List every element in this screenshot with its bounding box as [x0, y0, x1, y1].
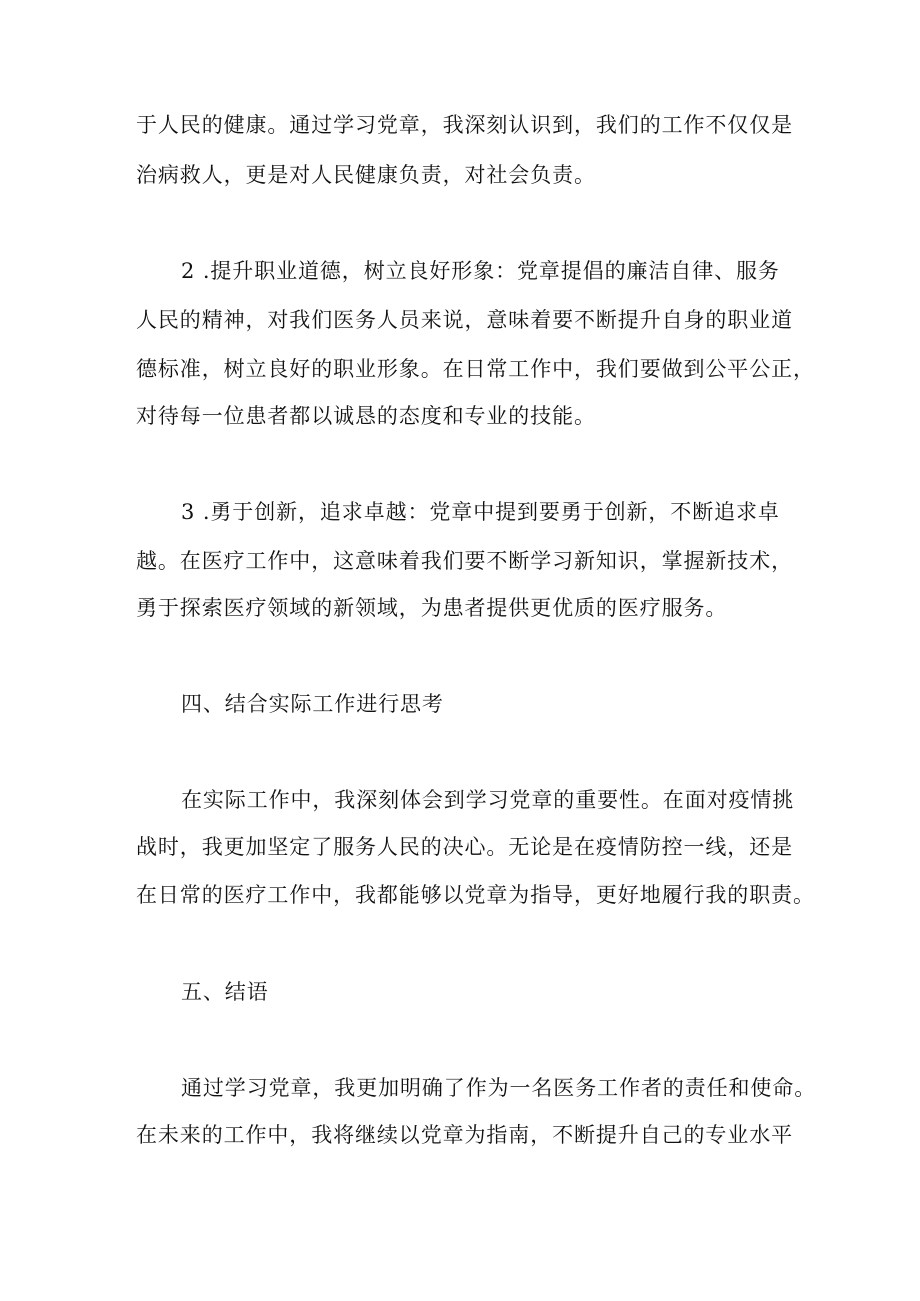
list-item-line: 德标准，树立良好的职业形象。在日常工作中，我们要做到公平公正， [136, 357, 815, 381]
list-item-line: 3 .勇于创新，追求卓越：党章中提到要勇于创新，不断追求卓 [181, 500, 780, 524]
list-item-line: 越。在医疗工作中，这意味着我们要不断学习新知识，掌握新技术， [136, 549, 793, 573]
list-item-line: 人民的精神，对我们医务人员来说，意味着要不断提升自身的职业道 [136, 308, 793, 332]
paragraph-line: 在未来的工作中，我将继续以党章为指南，不断提升自己的专业水平 [136, 1123, 793, 1147]
list-item-line: 对待每一位患者都以诚恳的态度和专业的技能。 [136, 404, 596, 428]
section-heading: 五、结语 [181, 980, 269, 1004]
paragraph-line: 战时，我更加坚定了服务人民的决心。无论是在疫情防控一线，还是 [136, 835, 793, 859]
list-item-line: 2 .提升职业道德，树立良好形象：党章提倡的廉洁自律、服务 [181, 259, 780, 283]
paragraph-line: 治病救人，更是对人民健康负责，对社会负责。 [136, 163, 596, 187]
paragraph-line: 在日常的医疗工作中，我都能够以党章为指导，更好地履行我的职责。 [136, 883, 815, 907]
paragraph-line: 通过学习党章，我更加明确了作为一名医务工作者的责任和使命。 [181, 1076, 817, 1100]
list-item-line: 勇于探索医疗领域的新领域，为患者提供更优质的医疗服务。 [136, 596, 728, 620]
section-heading: 四、结合实际工作进行思考 [181, 692, 444, 716]
paragraph-line: 在实际工作中，我深刻体会到学习党章的重要性。在面对疫情挑 [181, 788, 795, 812]
paragraph-line: 于人民的健康。通过学习党章，我深刻认识到，我们的工作不仅仅是 [136, 113, 793, 137]
